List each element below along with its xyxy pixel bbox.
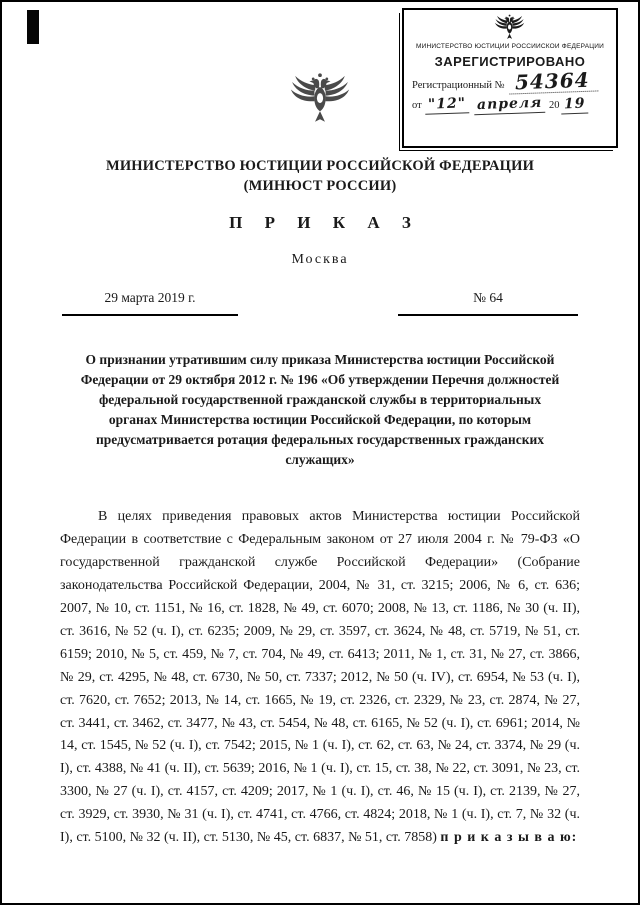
stamp-date-year-written: 19 xyxy=(560,96,588,115)
stamp-date-month: апреля xyxy=(474,95,546,115)
ministry-short-name: (МИНЮСТ РОССИИ) xyxy=(243,177,397,194)
stamp-ministry-name: МИНИСТЕРСТВО ЮСТИЦИИ РОССИЙСКОЙ ФЕДЕРАЦИИ xyxy=(415,43,605,50)
stamp-date-year-printed: 20 xyxy=(549,100,560,111)
ministry-header xyxy=(2,157,638,196)
date-number-row xyxy=(62,290,578,316)
document-type-title: П Р И К А З xyxy=(229,213,420,233)
scan-corner-mark xyxy=(27,10,39,44)
registration-stamp xyxy=(402,8,618,148)
stamp-reg-number-label: Регистрационный № xyxy=(412,80,505,91)
stamp-date-day: "12" xyxy=(425,95,470,115)
eagle-icon xyxy=(289,72,351,128)
stamp-date-row xyxy=(408,96,612,114)
ministry-name: МИНИСТЕРСТВО ЮСТИЦИИ РОССИЙСКОЙ ФЕДЕРАЦИИ xyxy=(105,158,535,174)
stamp-date-prefix: от xyxy=(412,100,422,111)
stamp-registration-number-row xyxy=(408,67,612,95)
body-text: В целях приведения правовых актов Министерства юстиции Российской Федерации в соответствие с Федеральным законом от 27 июля 2004 г. № 79-ФЗ «О государственной гражданской службе Российской Федерации» (Собрание законодательства Российской Федерации, 2004, № 31, ст. 3215; 2006, № 6, ст. 636; 2007, № 10, ст. 1151, № 16, ст. 1828, № 49, ст. 6070; 2008, № 13, ст. 1186, № 30 (ч. II), ст. 3616, № 52 (ч. I), ст. 6235; 2009, № 29, ст. 3597, ст. 3624, № 48, ст. 5719, № 51, ст. 6159; 2010, № 5, ст. 459, № 7, ст. 704, № 49, ст. 6413; 2011, № 1, ст. 31, № 27, ст. 3866, № 29, ст. 4295, № 48, ст. 6730, № 50, ст. 7337; 2012, № 50 (ч. IV), ст. 6954, № 53 (ч. I), ст. 7620, ст. 7652; 2013, № 14, ст. 1665, № 19, ст. 2326, ст. 2329, № 23, ст. 2874, № 27, ст. 3441, ст. 3462, ст. 3477, № 43, ст. 5454, № 48, ст. 6165, № 52 (ч. I), ст. 6961; 2014, № 14, ст. 1545, № 52 (ч. I), ст. 7542; 2015, № 1 (ч. I), ст. 62, ст. 63, № 24, ст. 3374, № 29 (ч. I), ст. 4388, № 41 (ч. II), ст. 5639; 2016, № 1 (ч. I), ст. 15, ст. 38, № 22, ст. 3091, № 23, ст. 3300, № 27 (ч. I), ст. 4157, ст. 4209; 2017, № 1 (ч. I), ст. 46, № 15 (ч. I), ст. 2139, № 27, ст. 3929, ст. 3930, № 31 (ч. I), ст. 4741, ст. 4766, ст. 4824; 2018, № 1 (ч. I), ст. 7, № 32 (ч. I), ст. 5100, № 32 (ч. II), ст. 5130, № 45, ст. 6837, № 51, ст. 7858) xyxy=(60,508,580,846)
eagle-icon xyxy=(494,14,525,42)
stamp-registered-label: ЗАРЕГИСТРИРОВАНО xyxy=(434,54,586,69)
document-city: Москва xyxy=(291,252,349,268)
body-paragraph xyxy=(60,506,580,850)
document-date: 29 марта 2019 г. xyxy=(62,290,238,316)
decree-word: п р и к а з ы в а ю: xyxy=(440,830,578,846)
stamp-reg-number-value: 54364 xyxy=(508,69,597,94)
document-number: № 64 xyxy=(398,290,578,316)
document-subject: О признании утратившим силу приказа Министерства юстиции Российской Федерации от 29 октября 2012 г. № 196 «Об утверждении Перечня должностей федеральной государственной гражданской службы в территориальных органах Министерства юстиции Российской Федерации, по которым предусматривается ротация федеральных государственных гражданских служащих» xyxy=(80,352,560,467)
